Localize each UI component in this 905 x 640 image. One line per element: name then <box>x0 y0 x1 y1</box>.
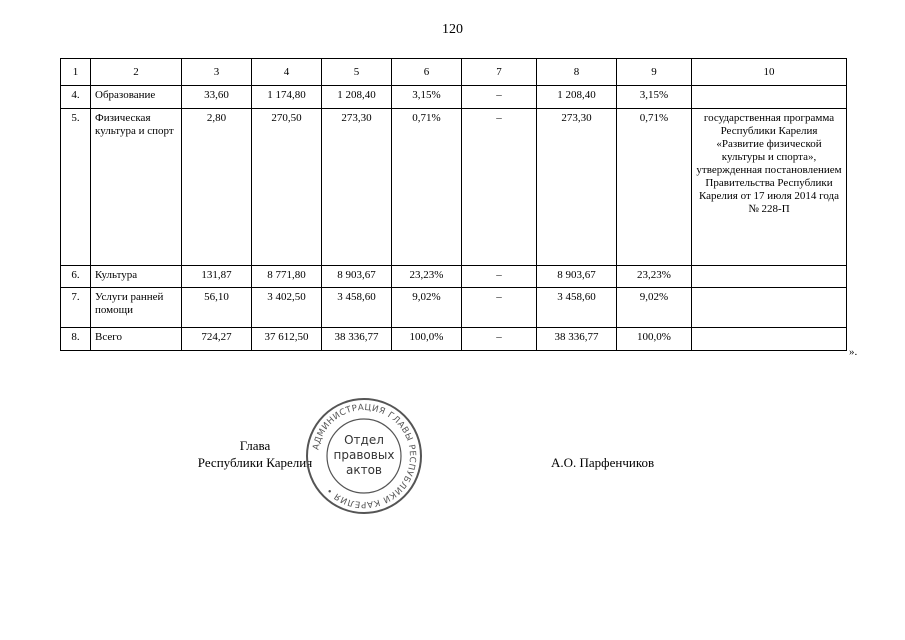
table-cell: государственная программа Республики Карелия «Развитие физической культуры и спорта», утвержденная постановлением Правительства Республики Карелия от 17 июля 2014 года № 228-П <box>692 109 847 266</box>
table-cell: 7. <box>61 288 91 328</box>
table-cell <box>692 266 847 288</box>
stamp-seal-icon <box>304 396 424 516</box>
table-cell: 8 771,80 <box>252 266 322 288</box>
header-cell: 9 <box>617 59 692 86</box>
table-row <box>61 86 847 109</box>
table-cell: 38 336,77 <box>537 328 617 351</box>
table-cell: 270,50 <box>252 109 322 266</box>
stamp-ring-text: АДМИНИСТРАЦИЯ ГЛАВЫ РЕСПУБЛИКИ КАРЕЛИЯ • <box>311 402 418 510</box>
table-cell <box>692 288 847 328</box>
table-cell: 56,10 <box>182 288 252 328</box>
table-cell: 100,0% <box>617 328 692 351</box>
table-cell: 4. <box>61 86 91 109</box>
table-cell: 37 612,50 <box>252 328 322 351</box>
data-table <box>60 58 847 351</box>
table-cell: – <box>462 328 537 351</box>
table-cell: 23,23% <box>617 266 692 288</box>
closing-quote: ». <box>849 346 858 358</box>
page-number: 120 <box>442 22 463 37</box>
table-cell: 3 458,60 <box>537 288 617 328</box>
table-cell: 2,80 <box>182 109 252 266</box>
stamp-line1: Отдел <box>344 433 384 447</box>
header-cell: 2 <box>91 59 182 86</box>
header-cell: 1 <box>61 59 91 86</box>
table-row <box>61 288 847 328</box>
table-cell: 273,30 <box>537 109 617 266</box>
table-cell: Образование <box>91 86 182 109</box>
table-cell: 1 208,40 <box>322 86 392 109</box>
table-cell: Услуги ранней помощи <box>91 288 182 328</box>
table-cell: 1 174,80 <box>252 86 322 109</box>
table-cell <box>692 86 847 109</box>
table-cell: 5. <box>61 109 91 266</box>
table-cell: 100,0% <box>392 328 462 351</box>
signatory-name: А.О. Парфенчиков <box>551 455 655 470</box>
table-cell: 33,60 <box>182 86 252 109</box>
stamp-line2: правовых <box>333 448 395 462</box>
stamp-line3: актов <box>345 463 383 477</box>
table-cell: 273,30 <box>322 109 392 266</box>
table-cell: 0,71% <box>617 109 692 266</box>
table-cell: 6. <box>61 266 91 288</box>
table-cell <box>692 328 847 351</box>
table-cell: – <box>462 86 537 109</box>
table-cell: 0,71% <box>392 109 462 266</box>
table-cell: 38 336,77 <box>322 328 392 351</box>
signature-title-line1: Глава <box>239 438 271 453</box>
table-cell: 724,27 <box>182 328 252 351</box>
header-cell: 7 <box>462 59 537 86</box>
header-cell: 3 <box>182 59 252 86</box>
table-cell: 8. <box>61 328 91 351</box>
table-cell: – <box>462 288 537 328</box>
table-row <box>61 266 847 288</box>
table-cell: 131,87 <box>182 266 252 288</box>
header-cell: 5 <box>322 59 392 86</box>
table-cell: 3,15% <box>617 86 692 109</box>
table-cell: 3 402,50 <box>252 288 322 328</box>
header-cell: 8 <box>537 59 617 86</box>
table-cell: 1 208,40 <box>537 86 617 109</box>
table-row <box>61 109 847 266</box>
table-row <box>61 328 847 351</box>
table-header-row <box>61 59 847 86</box>
table-cell: 3 458,60 <box>322 288 392 328</box>
table-cell: Всего <box>91 328 182 351</box>
table-cell: 3,15% <box>392 86 462 109</box>
table-cell: Культура <box>91 266 182 288</box>
table-cell: 23,23% <box>392 266 462 288</box>
table-cell: Физическая культура и спорт <box>91 109 182 266</box>
table-cell: 8 903,67 <box>537 266 617 288</box>
header-cell: 4 <box>252 59 322 86</box>
table-cell: 9,02% <box>392 288 462 328</box>
table-cell: – <box>462 266 537 288</box>
signature-title-line2: Республики Карелия <box>197 455 313 470</box>
table-cell: 9,02% <box>617 288 692 328</box>
table-cell: 8 903,67 <box>322 266 392 288</box>
header-cell: 10 <box>692 59 847 86</box>
table-cell: – <box>462 109 537 266</box>
header-cell: 6 <box>392 59 462 86</box>
